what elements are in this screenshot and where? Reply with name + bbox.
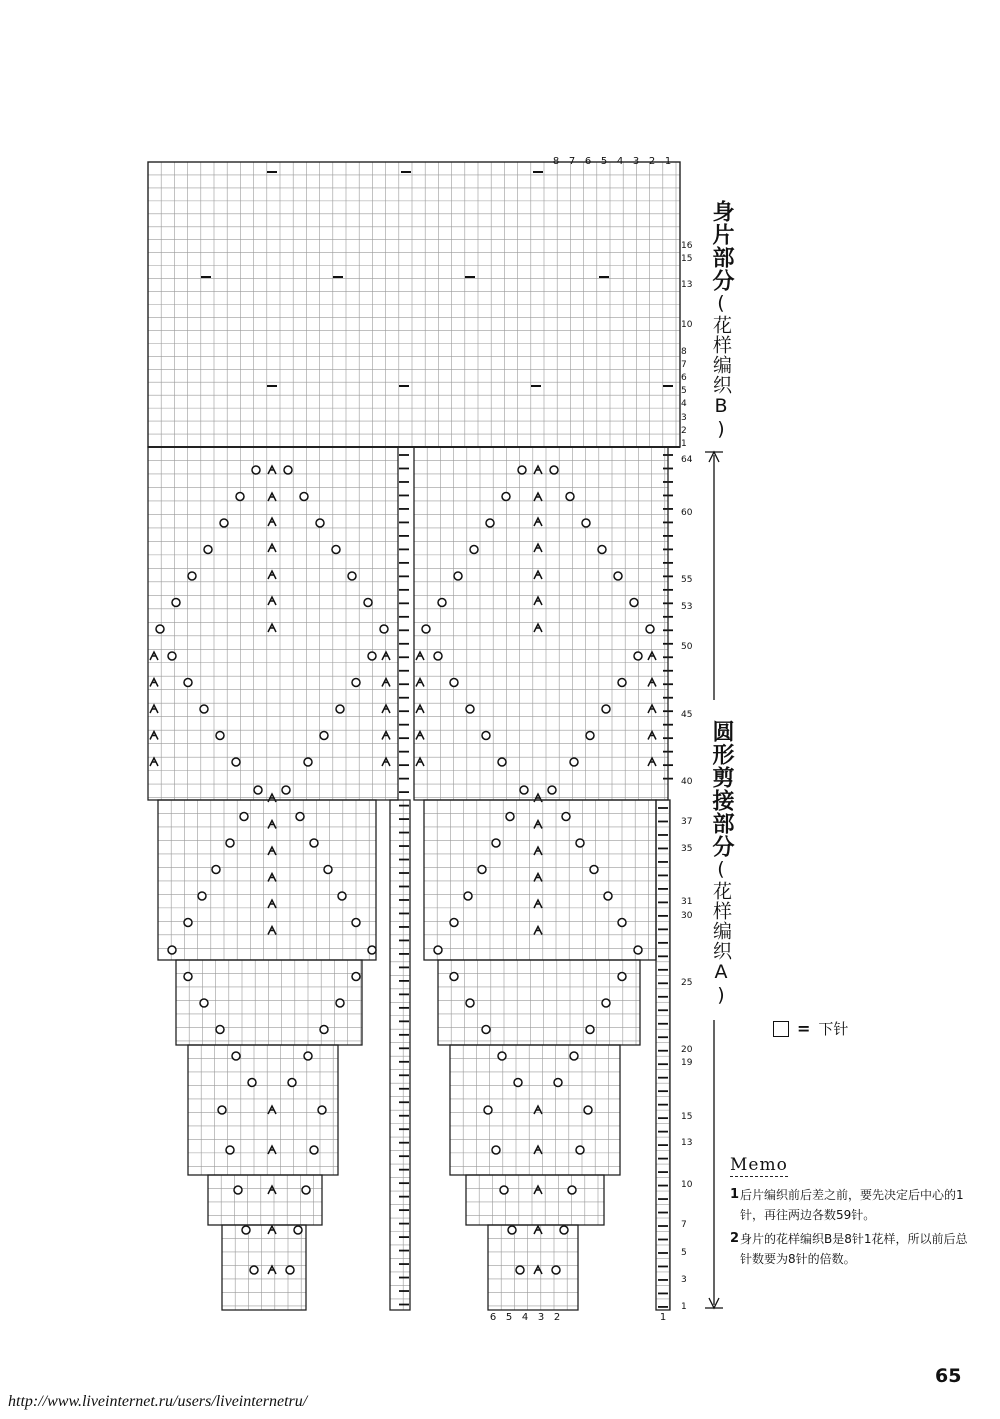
yarn-over-symbol <box>498 758 506 766</box>
column-number-label: 3 <box>537 1312 545 1323</box>
footer-url[interactable]: http://www.liveinternet.ru/users/liveinternetru/ <box>8 1393 308 1410</box>
yarn-over-symbol <box>646 625 654 633</box>
yarn-over-symbol <box>604 892 612 900</box>
row-number-label: 7 <box>681 1220 687 1230</box>
column-number-label: 6 <box>584 156 592 167</box>
legend-text: 下针 <box>818 1020 849 1038</box>
yarn-over-symbol <box>380 625 388 633</box>
pattern-a-block <box>466 1175 604 1225</box>
decrease-symbol <box>648 679 656 687</box>
yarn-over-symbol <box>516 1266 524 1274</box>
yarn-over-symbol <box>332 546 340 554</box>
section-b-title: 身片部分 <box>709 200 734 292</box>
decrease-symbol <box>268 571 276 579</box>
yarn-over-symbol <box>576 839 584 847</box>
decrease-symbol <box>268 900 276 908</box>
row-number-label: 3 <box>681 413 687 423</box>
yarn-over-symbol <box>236 493 244 501</box>
decrease-symbol <box>268 1186 276 1194</box>
row-number-label: 10 <box>681 320 693 330</box>
yarn-over-symbol <box>294 1226 302 1234</box>
yarn-over-symbol <box>566 493 574 501</box>
row-number-label: 19 <box>681 1058 693 1068</box>
memo-box <box>730 1155 970 1269</box>
yarn-over-symbol <box>338 892 346 900</box>
decrease-symbol <box>268 927 276 935</box>
yarn-over-symbol <box>252 466 260 474</box>
yarn-over-symbol <box>554 1079 562 1087</box>
row-number-label: 30 <box>681 911 693 921</box>
yarn-over-symbol <box>618 973 626 981</box>
decrease-symbol <box>534 518 542 526</box>
decrease-symbol <box>648 705 656 713</box>
section-b-label <box>702 200 736 441</box>
yarn-over-symbol <box>434 946 442 954</box>
page-number: 65 <box>935 1365 962 1387</box>
yarn-over-symbol <box>422 625 430 633</box>
section-b-sub: (花样编织B) <box>710 292 732 441</box>
knit-square-icon <box>773 1021 789 1037</box>
decrease-symbol <box>416 705 424 713</box>
yarn-over-symbol <box>434 652 442 660</box>
yarn-over-symbol <box>590 866 598 874</box>
pattern-a-block <box>148 447 398 800</box>
yarn-over-symbol <box>584 1106 592 1114</box>
yarn-over-symbol <box>602 705 610 713</box>
yarn-over-symbol <box>184 973 192 981</box>
yarn-over-symbol <box>614 572 622 580</box>
yarn-over-symbol <box>502 493 510 501</box>
yarn-over-symbol <box>618 919 626 927</box>
pattern-a-block <box>390 800 410 1310</box>
memo-item <box>730 1185 970 1225</box>
yarn-over-symbol <box>302 1186 310 1194</box>
column-number-label: 1 <box>664 156 672 167</box>
decrease-symbol <box>268 493 276 501</box>
pattern-a-block <box>158 800 376 960</box>
row-number-label: 15 <box>681 1112 693 1122</box>
decrease-symbol <box>150 679 158 687</box>
column-number-label: 2 <box>648 156 656 167</box>
decrease-symbol <box>268 794 276 802</box>
decrease-symbol <box>150 758 158 766</box>
yarn-over-symbol <box>352 679 360 687</box>
row-number-label: 16 <box>681 241 693 251</box>
yarn-over-symbol <box>204 546 212 554</box>
decrease-symbol <box>534 624 542 632</box>
row-number-label: 15 <box>681 254 693 264</box>
yarn-over-symbol <box>310 1146 318 1154</box>
decrease-symbol <box>416 652 424 660</box>
decrease-symbol <box>268 597 276 605</box>
yarn-over-symbol <box>226 1146 234 1154</box>
yarn-over-symbol <box>212 866 220 874</box>
column-number-label: 1 <box>659 1312 667 1323</box>
decrease-symbol <box>534 794 542 802</box>
section-a-sub: (花样编织A) <box>710 858 732 1007</box>
yarn-over-symbol <box>200 705 208 713</box>
yarn-over-symbol <box>216 732 224 740</box>
yarn-over-symbol <box>634 946 642 954</box>
decrease-symbol <box>268 624 276 632</box>
yarn-over-symbol <box>454 572 462 580</box>
yarn-over-symbol <box>630 599 638 607</box>
yarn-over-symbol <box>300 493 308 501</box>
yarn-over-symbol <box>464 892 472 900</box>
yarn-over-symbol <box>220 519 228 527</box>
yarn-over-symbol <box>576 1146 584 1154</box>
decrease-symbol <box>268 874 276 882</box>
row-number-label: 2 <box>681 426 687 436</box>
row-number-label: 60 <box>681 508 693 518</box>
yarn-over-symbol <box>324 866 332 874</box>
column-number-label: 5 <box>600 156 608 167</box>
yarn-over-symbol <box>568 1186 576 1194</box>
decrease-symbol <box>534 466 542 474</box>
yarn-over-symbol <box>304 758 312 766</box>
row-number-label: 31 <box>681 897 693 907</box>
memo-item <box>730 1229 970 1269</box>
decrease-symbol <box>382 732 390 740</box>
yarn-over-symbol <box>450 973 458 981</box>
yarn-over-symbol <box>514 1079 522 1087</box>
yarn-over-symbol <box>582 519 590 527</box>
yarn-over-symbol <box>286 1266 294 1274</box>
yarn-over-symbol <box>184 679 192 687</box>
yarn-over-symbol <box>368 946 376 954</box>
column-number-label: 3 <box>632 156 640 167</box>
yarn-over-symbol <box>320 732 328 740</box>
decrease-symbol <box>416 758 424 766</box>
column-number-label: 7 <box>568 156 576 167</box>
decrease-symbol <box>534 821 542 829</box>
row-number-label: 45 <box>681 710 693 720</box>
pattern-a-block <box>188 1045 338 1175</box>
legend-equals: = <box>797 1019 811 1038</box>
column-number-label: 5 <box>505 1312 513 1323</box>
row-number-label: 5 <box>681 1248 687 1258</box>
decrease-symbol <box>416 732 424 740</box>
pattern-a-block <box>450 1045 620 1175</box>
decrease-symbol <box>648 732 656 740</box>
yarn-over-symbol <box>282 786 290 794</box>
yarn-over-symbol <box>470 546 478 554</box>
yarn-over-symbol <box>618 679 626 687</box>
yarn-over-symbol <box>482 1026 490 1034</box>
yarn-over-symbol <box>352 973 360 981</box>
row-number-label: 64 <box>681 455 693 465</box>
yarn-over-symbol <box>310 839 318 847</box>
row-number-label: 1 <box>681 1302 687 1312</box>
yarn-over-symbol <box>156 625 164 633</box>
yarn-over-symbol <box>318 1106 326 1114</box>
decrease-symbol <box>648 758 656 766</box>
yarn-over-symbol <box>586 732 594 740</box>
row-number-label: 50 <box>681 642 693 652</box>
yarn-over-symbol <box>200 999 208 1007</box>
yarn-over-symbol <box>198 892 206 900</box>
pattern-a-block <box>208 1175 322 1225</box>
row-number-label: 55 <box>681 575 693 585</box>
yarn-over-symbol <box>586 1026 594 1034</box>
row-number-label: 8 <box>681 347 687 357</box>
decrease-symbol <box>534 493 542 501</box>
yarn-over-symbol <box>218 1106 226 1114</box>
yarn-over-symbol <box>336 705 344 713</box>
yarn-over-symbol <box>518 466 526 474</box>
yarn-over-symbol <box>216 1026 224 1034</box>
row-number-label: 3 <box>681 1275 687 1285</box>
yarn-over-symbol <box>466 705 474 713</box>
decrease-symbol <box>534 571 542 579</box>
decrease-symbol <box>534 1106 542 1114</box>
yarn-over-symbol <box>520 786 528 794</box>
yarn-over-symbol <box>284 466 292 474</box>
decrease-symbol <box>150 732 158 740</box>
yarn-over-symbol <box>240 813 248 821</box>
yarn-over-symbol <box>450 679 458 687</box>
decrease-symbol <box>268 821 276 829</box>
yarn-over-symbol <box>450 919 458 927</box>
yarn-over-symbol <box>348 572 356 580</box>
section-a-title: 圆形剪接部分 <box>709 720 734 858</box>
chart-symbols <box>150 172 673 1307</box>
yarn-over-symbol <box>296 813 304 821</box>
yarn-over-symbol <box>484 1106 492 1114</box>
yarn-over-symbol <box>486 519 494 527</box>
yarn-over-symbol <box>226 839 234 847</box>
yarn-over-symbol <box>506 813 514 821</box>
row-number-label: 25 <box>681 978 693 988</box>
pattern-a-block <box>656 800 670 1310</box>
column-number-label: 6 <box>489 1312 497 1323</box>
memo-item-number: 1 <box>730 1187 740 1202</box>
yarn-over-symbol <box>172 599 180 607</box>
yarn-over-symbol <box>498 1052 506 1060</box>
yarn-over-symbol <box>570 758 578 766</box>
yarn-over-symbol <box>634 652 642 660</box>
column-number-label: 4 <box>521 1312 529 1323</box>
decrease-symbol <box>268 466 276 474</box>
yarn-over-symbol <box>234 1186 242 1194</box>
yarn-over-symbol <box>438 599 446 607</box>
decrease-symbol <box>534 927 542 935</box>
yarn-over-symbol <box>602 999 610 1007</box>
decrease-symbol <box>534 900 542 908</box>
yarn-over-symbol <box>288 1079 296 1087</box>
chart-labels <box>490 156 723 1323</box>
yarn-over-symbol <box>232 1052 240 1060</box>
decrease-symbol <box>382 758 390 766</box>
row-number-label: 4 <box>681 399 687 409</box>
yarn-over-symbol <box>232 758 240 766</box>
yarn-over-symbol <box>500 1186 508 1194</box>
decrease-symbol <box>534 544 542 552</box>
yarn-over-symbol <box>548 786 556 794</box>
section-a-label <box>702 720 736 1007</box>
decrease-symbol <box>268 1106 276 1114</box>
yarn-over-symbol <box>560 1226 568 1234</box>
column-number-label: 8 <box>552 156 560 167</box>
row-number-label: 5 <box>681 386 687 396</box>
legend <box>773 1018 848 1039</box>
row-number-label: 35 <box>681 844 693 854</box>
row-number-label: 53 <box>681 602 693 612</box>
yarn-over-symbol <box>248 1079 256 1087</box>
yarn-over-symbol <box>550 466 558 474</box>
memo-item-text: 后片编织前后差之前，要先决定后中心的1针，再往两边各数59针。 <box>740 1188 964 1222</box>
decrease-symbol <box>268 518 276 526</box>
yarn-over-symbol <box>508 1226 516 1234</box>
row-number-label: 7 <box>681 360 687 370</box>
column-number-label: 2 <box>553 1312 561 1323</box>
yarn-over-symbol <box>552 1266 560 1274</box>
decrease-symbol <box>534 597 542 605</box>
yarn-over-symbol <box>482 732 490 740</box>
yarn-over-symbol <box>598 546 606 554</box>
decrease-symbol <box>648 652 656 660</box>
yarn-over-symbol <box>320 1026 328 1034</box>
decrease-symbol <box>416 679 424 687</box>
yarn-over-symbol <box>364 599 372 607</box>
decrease-symbol <box>382 652 390 660</box>
yarn-over-symbol <box>492 839 500 847</box>
yarn-over-symbol <box>492 1146 500 1154</box>
memo-item-number: 2 <box>730 1231 740 1246</box>
yarn-over-symbol <box>336 999 344 1007</box>
row-number-label: 37 <box>681 817 693 827</box>
yarn-over-symbol <box>304 1052 312 1060</box>
row-number-label: 13 <box>681 280 693 290</box>
memo-item-text: 身片的花样编织B是8针1花样，所以前后总针数要为8针的倍数。 <box>740 1232 968 1266</box>
yarn-over-symbol <box>466 999 474 1007</box>
decrease-symbol <box>150 705 158 713</box>
yarn-over-symbol <box>188 572 196 580</box>
row-number-label: 1 <box>681 439 687 449</box>
yarn-over-symbol <box>168 946 176 954</box>
yarn-over-symbol <box>184 919 192 927</box>
decrease-symbol <box>382 705 390 713</box>
yarn-over-symbol <box>250 1266 258 1274</box>
yarn-over-symbol <box>352 919 360 927</box>
row-number-label: 13 <box>681 1138 693 1148</box>
decrease-symbol <box>382 679 390 687</box>
yarn-over-symbol <box>242 1226 250 1234</box>
yarn-over-symbol <box>562 813 570 821</box>
yarn-over-symbol <box>478 866 486 874</box>
row-number-label: 6 <box>681 373 687 383</box>
decrease-symbol <box>534 874 542 882</box>
yarn-over-symbol <box>254 786 262 794</box>
yarn-over-symbol <box>316 519 324 527</box>
row-number-label: 10 <box>681 1180 693 1190</box>
yarn-over-symbol <box>168 652 176 660</box>
column-number-label: 4 <box>616 156 624 167</box>
decrease-symbol <box>150 652 158 660</box>
decrease-symbol <box>534 1186 542 1194</box>
yarn-over-symbol <box>368 652 376 660</box>
memo-title: Memo <box>730 1155 788 1175</box>
decrease-symbol <box>268 544 276 552</box>
yarn-over-symbol <box>570 1052 578 1060</box>
row-number-label: 20 <box>681 1045 693 1055</box>
row-number-label: 40 <box>681 777 693 787</box>
